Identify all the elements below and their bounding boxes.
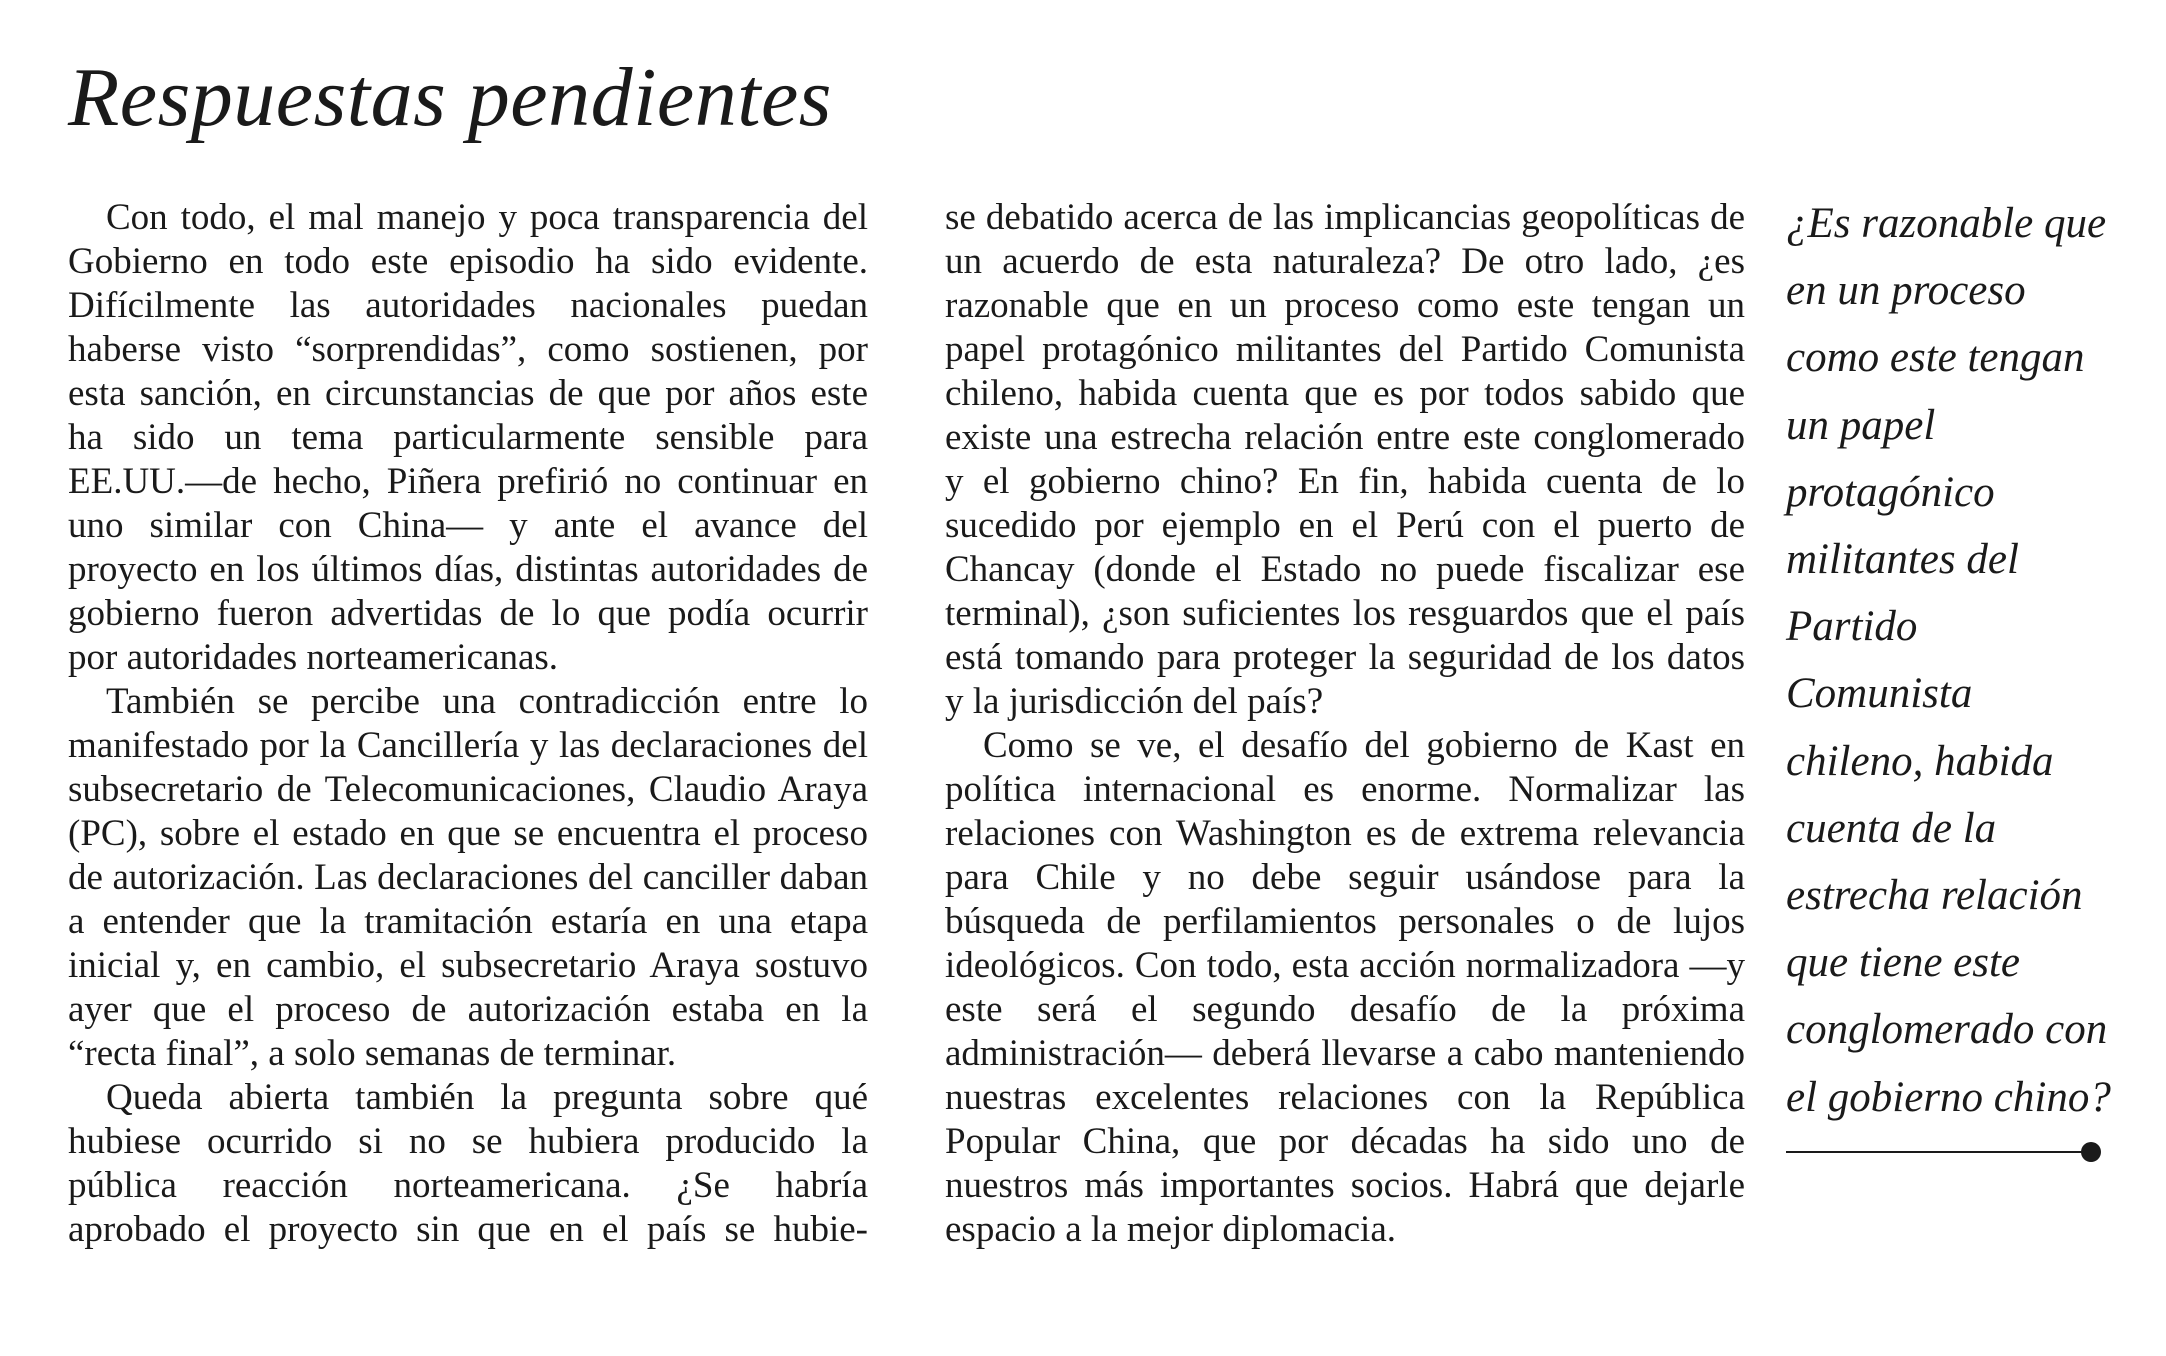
pull-quote-line: Partido bbox=[1786, 603, 1918, 651]
pull-quote-end-dot bbox=[2081, 1142, 2101, 1162]
pull-quote-line: protagónico bbox=[1786, 468, 1995, 516]
paragraph: Con todo, el mal manejo y poca transparencia del Gobierno en todo este episodio ha sido evidente. Difícilmente las autoridades nacionales puedan haberse visto “sorprendidas”, como sostienen, por esta sanción, en circunstancias de que por años este ha sido un tema particularmente sensible para EE.UU.—de hecho, Piñera prefirió no continuar en uno similar con China— y ante el avance del proyecto en los últimos días, distintas autoridades de gobierno fueron advertidas de lo que podía ocurrir por autoridades norteamericanas. bbox=[68, 197, 868, 678]
pull-quote-line: chileno, habida bbox=[1786, 737, 2054, 785]
paragraph: Como se ve, el desafío del gobierno de Kast en política internacional es enorme. Normalizar las relaciones con Washington es de extrema relevancia para Chile y no debe seguir usándose para la búsqueda de perfilamientos personales o de lujos ideológicos. Con todo, esta acción normalizadora —y este será el segundo desafío de la próxima administración— deberá llevarse a cabo manteniendo nuestras excelentes relaciones con la República Popular China, que por décadas ha sido uno de nuestros más importantes socios. Habrá que dejarle espacio a la mejor diplomacia. bbox=[945, 725, 1745, 1250]
pull-quote-line: un papel bbox=[1786, 401, 1936, 449]
pull-quote-line: estrecha relación bbox=[1786, 872, 2083, 920]
pull-quote-line: en un proceso bbox=[1786, 267, 2026, 315]
pull-quote-line: Comunista bbox=[1786, 670, 1973, 718]
pull-quote-line: que tiene este bbox=[1786, 939, 2021, 987]
article-column-1 bbox=[68, 196, 868, 1252]
article-column-2 bbox=[945, 196, 1745, 1252]
paragraph: También se percibe una contradicción entre lo manifestado por la Cancillería y las declaraciones del subsecretario de Telecomunicaciones, Claudio Araya (PC), sobre el estado en que se encuentra el proceso de autorización. Las declaraciones del canciller daban a entender que la tramitación estaría en una etapa inicial y, en cambio, el subsecretario Araya sostuvo ayer que el proceso de autorización estaba en la “recta final”, a solo semanas de terminar. bbox=[68, 681, 868, 1074]
paragraph: se debatido acerca de las implicancias geopolíticas de un acuerdo de esta naturaleza? De otro lado, ¿es razonable que en un proceso como este tengan un papel protagónico militantes del Partido Comunista chileno, habida cuenta que es por todos sabido que existe una estrecha relación entre este conglomerado y el gobierno chino? En fin, habida cuenta de lo sucedido por ejemplo en el Perú con el puerto de Chancay (donde el Estado no puede fiscalizar ese terminal), ¿son suficientes los resguardos que el país está tomando para proteger la seguridad de los datos y la jurisdicción del país? bbox=[945, 197, 1745, 722]
pull-quote-line: cuenta de la bbox=[1786, 804, 1997, 852]
pull-quote-line: conglomerado con bbox=[1786, 1006, 2108, 1054]
pull-quote-line: ¿Es razonable que bbox=[1786, 200, 2107, 247]
article-headline: Respuestas pendientes bbox=[68, 51, 832, 144]
pull-quote-line: el gobierno chino? bbox=[1786, 1073, 2111, 1121]
pull-quote-line: como este tengan bbox=[1786, 334, 2085, 382]
pull-quote-line: militantes del bbox=[1786, 536, 2019, 584]
pull-quote-divider bbox=[1786, 1151, 2092, 1153]
paragraph: Queda abierta también la pregunta sobre qué hubiese ocurrido si no se hubiera producido la pública reacción norteamericana. ¿Se habría aprobado el proyecto sin que en el país se hubie- bbox=[68, 1077, 868, 1250]
pull-quote bbox=[1786, 190, 2126, 1131]
